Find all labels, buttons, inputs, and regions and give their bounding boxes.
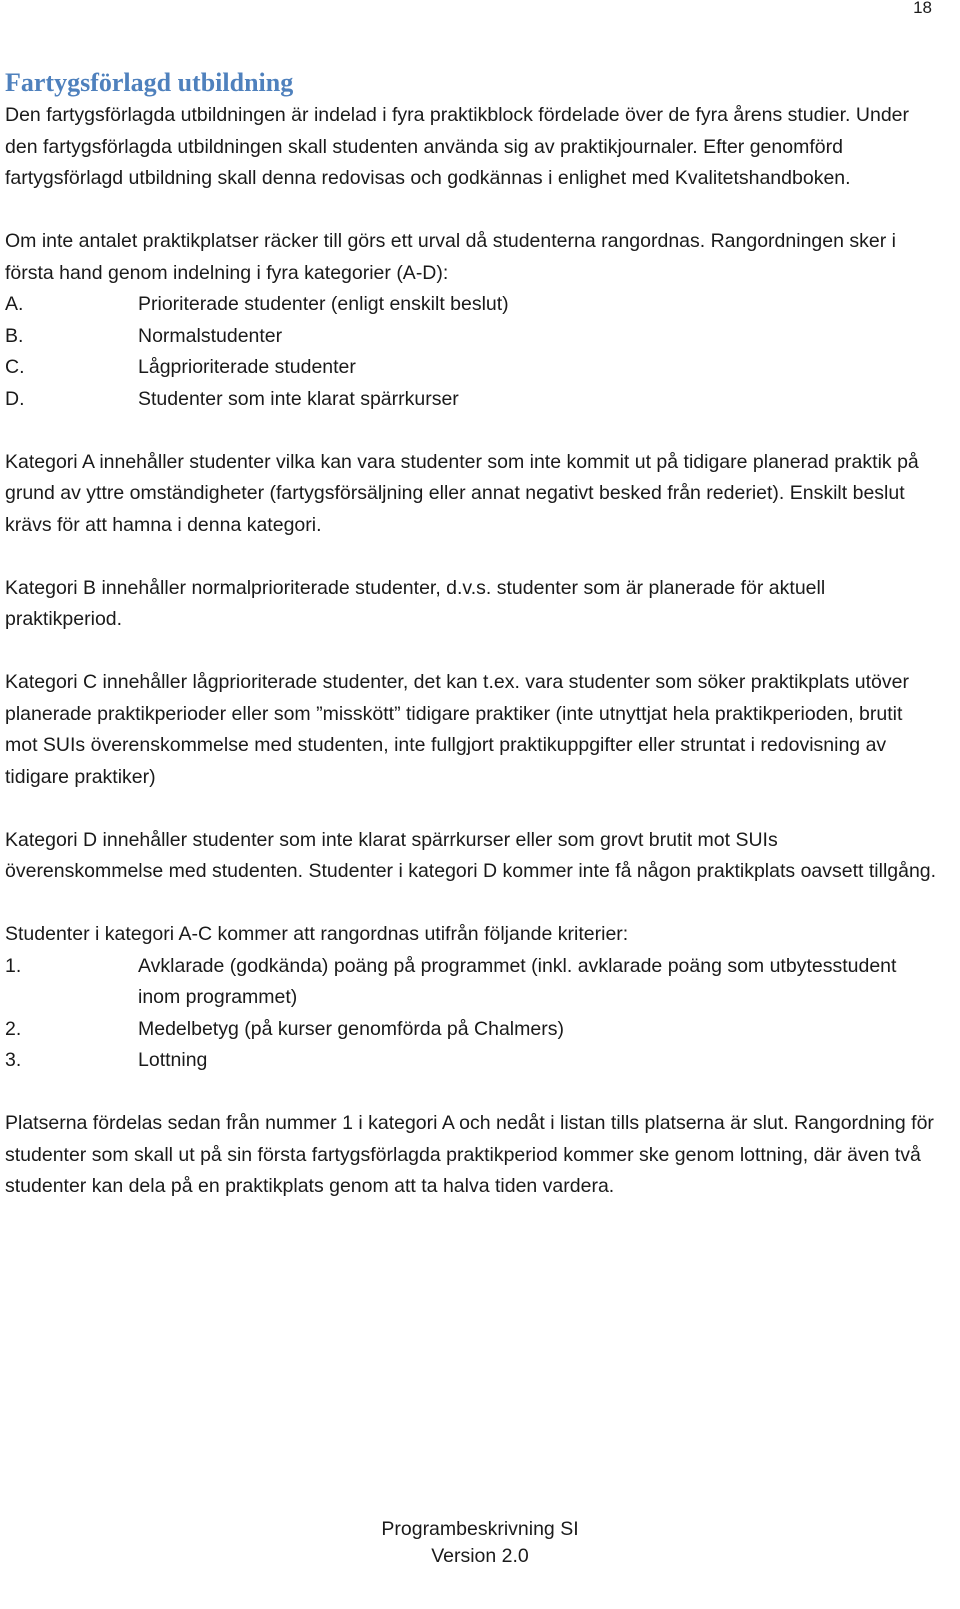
list-marker: A. — [5, 293, 24, 315]
category-a-paragraph: Kategori A innehåller studenter vilka kan vara studenter som inte kommit ut på tidigare planerad praktik på grund av yttre omständigheter (fartygsförsäljning eller annat negativt besked från rederiet). Enskilt beslut krävs för att hamna i denna kategori. — [5, 450, 919, 536]
list-text: Avklarade (godkända) poäng på programmet (inkl. avklarade poäng som utbytesstudent inom programmet) — [138, 954, 897, 1008]
list-text: Prioriterade studenter (enligt enskilt beslut) — [138, 293, 509, 315]
list-marker: 3. — [5, 1049, 22, 1071]
list-text: Normalstudenter — [138, 324, 283, 347]
list-item — [5, 384, 940, 416]
list-text: Studenter som inte klarat spärrkurser — [138, 387, 459, 410]
list-item — [5, 951, 940, 1014]
list-marker: C. — [5, 356, 25, 378]
section-heading: Fartygsförlagd utbildning — [5, 68, 294, 97]
category-b-paragraph: Kategori B innehåller normalprioriterade studenter, d.v.s. studenter som är planerade för aktuell praktikperiod. — [5, 576, 826, 630]
document-body — [5, 66, 940, 1203]
footer-title: Programbeskrivning SI — [381, 1518, 579, 1540]
page-number: 18 — [913, 0, 932, 17]
criteria-intro-paragraph: Studenter i kategori A-C kommer att rangordnas utifrån följande kriterier: — [5, 923, 629, 945]
list-item — [5, 1014, 940, 1046]
ranking-intro-paragraph: Om inte antalet praktikplatser räcker till görs ett urval då studenterna rangordnas. Rangordningen sker i första hand genom indelning i fyra kategorier (A-D): — [5, 230, 896, 284]
list-item — [5, 1045, 940, 1077]
page-footer — [0, 1516, 960, 1570]
list-text: Medelbetyg (på kurser genomförda på Chalmers) — [138, 1017, 564, 1040]
list-marker: 2. — [5, 1017, 22, 1040]
footer-version: Version 2.0 — [431, 1545, 529, 1567]
list-item — [5, 352, 940, 384]
list-item — [5, 289, 940, 321]
category-c-paragraph: Kategori C innehåller lågprioriterade studenter, det kan t.ex. vara studenter som söker praktikplats utöver planerade praktikperioder eller som ”misskött” tidigare praktiker (inte utnyttjat hela praktikperioden, brutit mot SUIs överenskommelse med studenten, inte fullgjort praktikuppgifter eller struntat i redovisning av tidigare praktiker) — [5, 671, 909, 788]
list-marker: D. — [5, 387, 25, 410]
category-list — [5, 289, 940, 415]
list-text: Lågprioriterade studenter — [138, 356, 356, 378]
list-marker: 1. — [5, 954, 22, 977]
intro-paragraph: Den fartygsförlagda utbildningen är indelad i fyra praktikblock fördelade över de fyra årens studier. Under den fartygsförlagda utbildningen skall studenten använda sig av praktikjournaler. Efter genomförd fartygsförlagd utbildning skall denna redovisas och godkännas i enlighet med Kvalitetshandboken. — [5, 104, 910, 189]
category-d-paragraph: Kategori D innehåller studenter som inte klarat spärrkurser eller som grovt brutit mot SUIs överenskommelse med studenten. Studenter i kategori D kommer inte få någon praktikplats oavsett tillgång. — [5, 828, 937, 882]
list-item — [5, 321, 940, 353]
closing-paragraph: Platserna fördelas sedan från nummer 1 i kategori A och nedåt i listan tills platserna är slut. Rangordning för studenter som skall ut på sin första fartygsförlagda praktikperiod kommer ske genom lottning, där även två studenter kan dela på en praktikplats genom att ta halva tiden vardera. — [5, 1112, 934, 1197]
list-text: Lottning — [138, 1049, 208, 1071]
list-marker: B. — [5, 324, 24, 347]
criteria-list — [5, 951, 940, 1077]
